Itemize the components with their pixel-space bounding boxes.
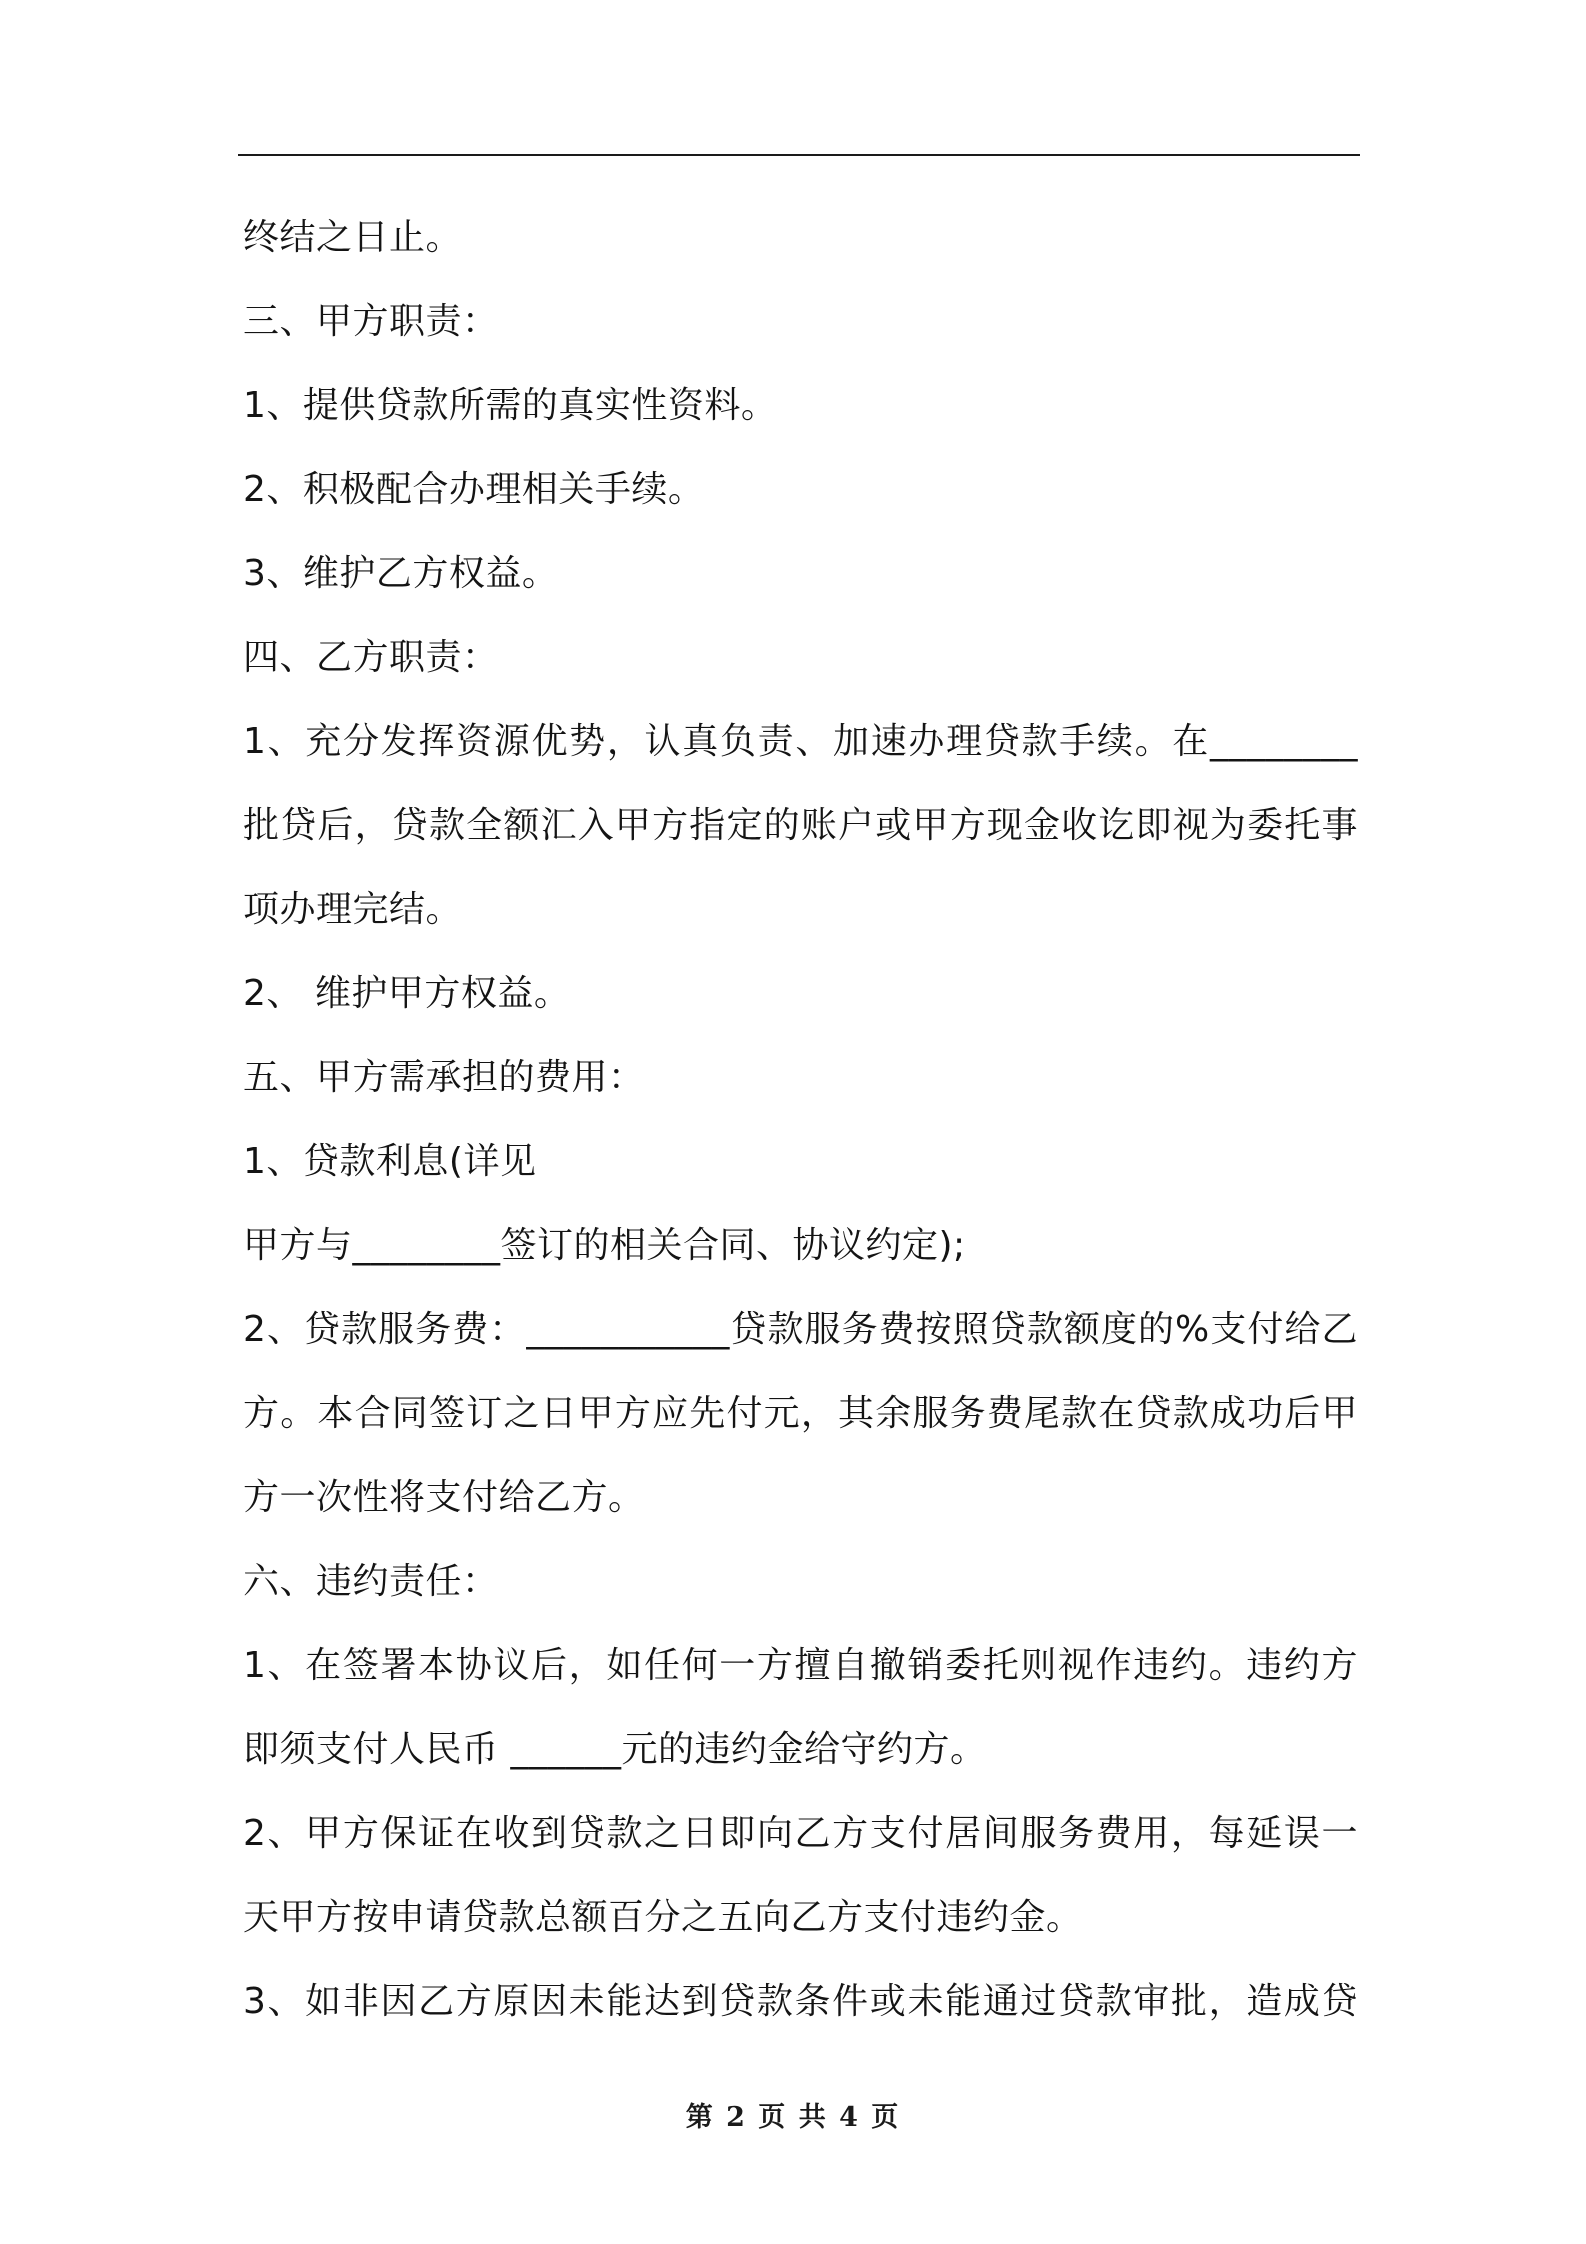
text-line: 1、充分发挥资源优势，认真负责、加速办理贷款手续。在________ <box>243 721 1358 762</box>
text-line: 2、积极配合办理相关手续。 <box>243 469 705 510</box>
text-line: 1、在签署本协议后，如任何一方擅自撤销委托则视作违约。违约方 <box>243 1645 1358 1686</box>
text-line: 方。本合同签订之日甲方应先付元，其余服务费尾款在贷款成功后甲 <box>243 1393 1358 1434</box>
section-heading: 四、乙方职责： <box>243 637 499 678</box>
section-heading: 五、甲方需承担的费用： <box>243 1057 645 1098</box>
text-line: 项办理完结。 <box>243 889 463 930</box>
text-line: 甲方与________签订的相关合同、协议约定); <box>243 1225 966 1266</box>
text-line: 批贷后，贷款全额汇入甲方指定的账户或甲方现金收讫即视为委托事 <box>243 805 1358 846</box>
text-line: 2、贷款服务费：___________贷款服务费按照贷款额度的%支付给乙 <box>243 1309 1358 1350</box>
text-line: 3、如非因乙方原因未能达到贷款条件或未能通过贷款审批，造成贷 <box>243 1981 1358 2022</box>
text-line: 2、甲方保证在收到贷款之日即向乙方支付居间服务费用，每延误一 <box>243 1813 1358 1854</box>
text-line: 2、 维护甲方权益。 <box>243 973 571 1014</box>
header-rule <box>238 154 1360 156</box>
text-line: 天甲方按申请贷款总额百分之五向乙方支付违约金。 <box>243 1897 1083 1938</box>
text-line: 3、维护乙方权益。 <box>243 553 559 594</box>
section-heading: 三、甲方职责： <box>243 301 499 342</box>
text-line: 方一次性将支付给乙方。 <box>243 1477 645 1518</box>
text-line: 1、贷款利息(详见 <box>243 1141 537 1182</box>
text-line: 1、提供贷款所需的真实性资料。 <box>243 385 778 426</box>
text-line: 终结之日止。 <box>243 217 463 258</box>
text-line: 即须支付人民币 ______元的违约金给守约方。 <box>243 1729 987 1770</box>
page-number-footer: 第 2 页 共 4 页 <box>685 2102 901 2133</box>
document-body <box>243 196 1358 2044</box>
section-heading: 六、违约责任： <box>243 1561 499 1602</box>
